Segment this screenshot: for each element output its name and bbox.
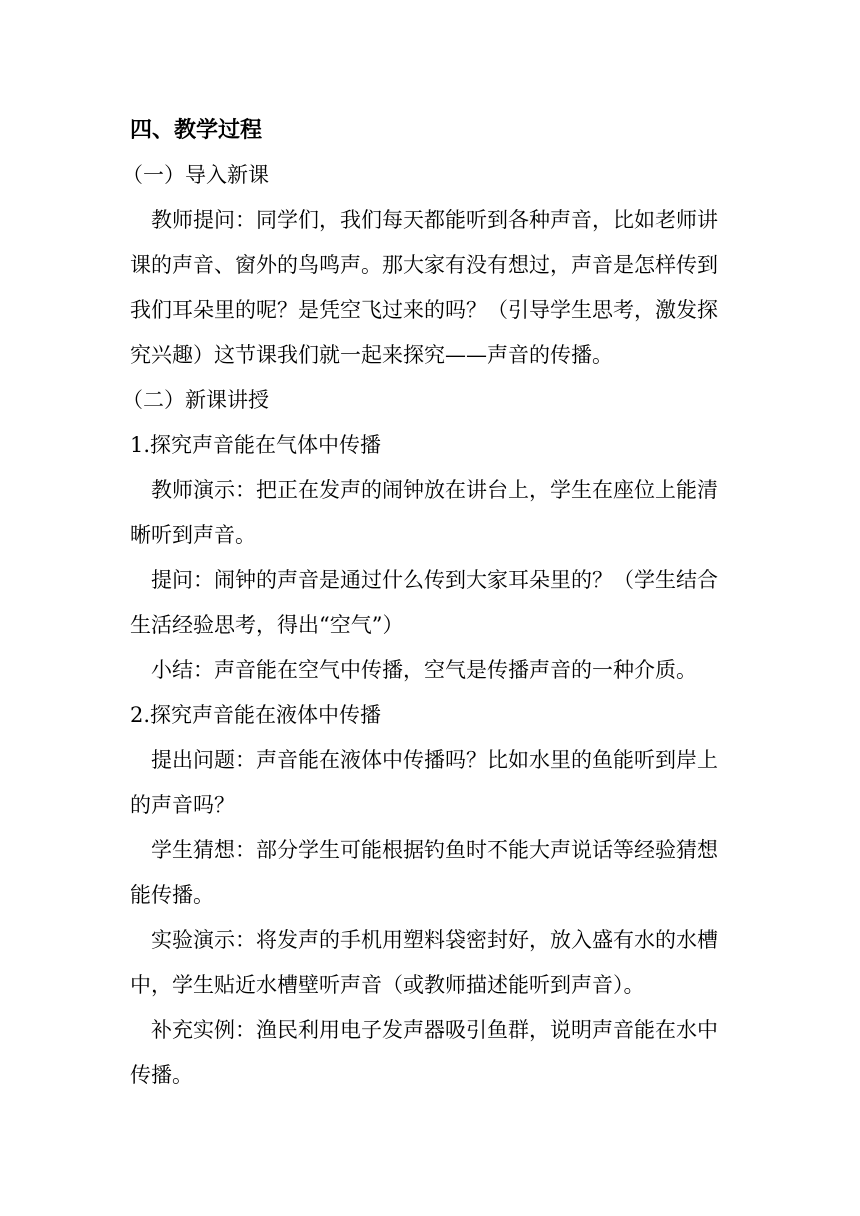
paragraph-line: 教师演示：把正在发声的闹钟放在讲台上，学生在座位上能清 — [151, 478, 718, 502]
subsection-heading-new-lesson: （二）新课讲授 — [122, 388, 269, 412]
paragraph-line: 提出问题：声音能在液体中传播吗？比如水里的鱼能听到岸上 — [151, 748, 718, 772]
paragraph-line: 教师提问：同学们，我们每天都能听到各种声音，比如老师讲 — [151, 208, 718, 232]
paragraph-line: 究兴趣）这节课我们就一起来探究——声音的传播。 — [130, 343, 613, 367]
paragraph-line: 中，学生贴近水槽壁听声音（或教师描述能听到声音）。 — [130, 973, 645, 997]
topic-heading-gas: 1.探究声音能在气体中传播 — [130, 433, 382, 457]
paragraph-line: 能传播。 — [130, 883, 214, 907]
paragraph-line: 生活经验思考，得出“空气”） — [130, 613, 404, 637]
topic-heading-liquid: 2.探究声音能在液体中传播 — [130, 703, 382, 727]
paragraph-line: 晰听到声音。 — [130, 523, 256, 547]
paragraph-line: 课的声音、窗外的鸟鸣声。那大家有没有想过，声音是怎样传到 — [130, 253, 718, 277]
paragraph-line: 传播。 — [130, 1063, 193, 1087]
paragraph-line: 学生猜想：部分学生可能根据钓鱼时不能大声说话等经验猜想 — [151, 838, 718, 862]
section-title: 四、教学过程 — [130, 117, 263, 143]
paragraph-line: 的声音吗？ — [130, 793, 235, 817]
paragraph-line: 提问：闹钟的声音是通过什么传到大家耳朵里的？（学生结合 — [151, 568, 718, 592]
paragraph-line: 我们耳朵里的呢？是凭空飞过来的吗？（引导学生思考，激发探 — [130, 298, 718, 322]
paragraph-line: 实验演示：将发声的手机用塑料袋密封好，放入盛有水的水槽 — [151, 928, 718, 952]
paragraph-line: 小结：声音能在空气中传播，空气是传播声音的一种介质。 — [151, 658, 697, 682]
document-body — [122, 108, 730, 1098]
subsection-heading-intro: （一）导入新课 — [122, 163, 269, 187]
paragraph-line: 补充实例：渔民利用电子发声器吸引鱼群，说明声音能在水中 — [151, 1018, 718, 1042]
